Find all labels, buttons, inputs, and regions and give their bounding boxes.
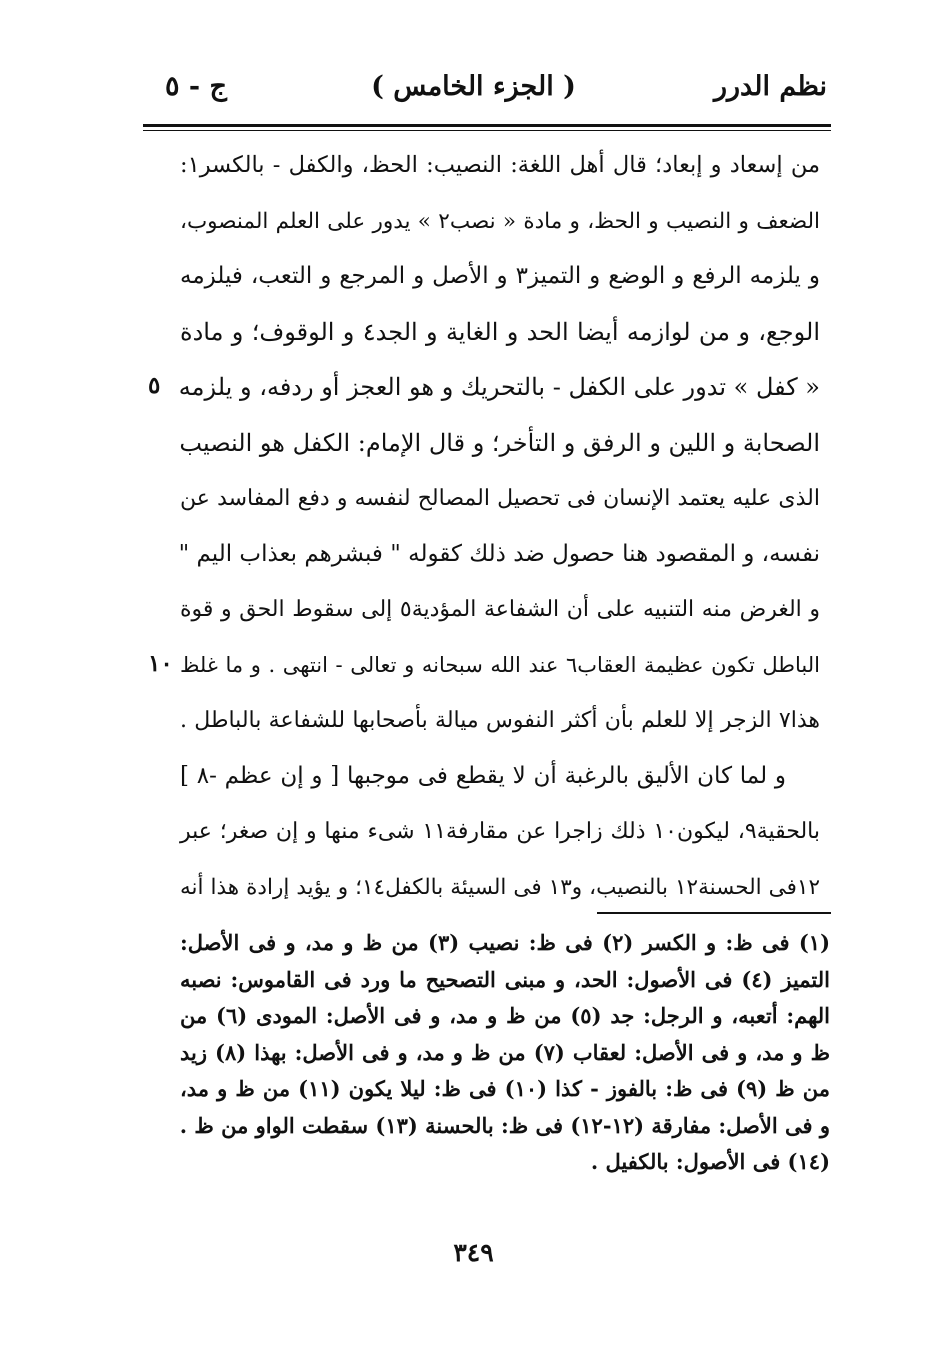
footnote-rule (597, 912, 831, 914)
page-number: ٣٤٩ (453, 1238, 494, 1267)
text-line: الذى عليه يعتمد الإنسان فى تحصيل المصالح لنفسه و دفع المفاسد عن (180, 486, 820, 511)
line-number-5: ٥ (148, 372, 161, 399)
text-line: « كفل » تدور على الكفل - بالتحريك و هو العجز أو ردفه، و يلزمه (178, 373, 820, 401)
footnote-line: ظ و مد، و فى الأصل: لعقاب (٧) من ظ و مد، و فى الأصل: بهذا (٨) زيد (180, 1039, 830, 1065)
text-line: الباطل تكون عظيمة العقاب٦ عند الله سبحانه و تعالى - انتهى . و ما غلظ (180, 652, 820, 677)
footnote-line: (١٤) فى الأصول: بالكفيل . (590, 1149, 830, 1174)
text-line: نفسه، و المقصود هنا حصول ضد ذلك كقوله " فبشرهم بعذاب اليم " (178, 540, 820, 567)
footnote-line: الهم: أتعبه، و الرجل: جد (٥) من ظ و مد، و فى الأصل: المودى (٦) من (180, 1003, 831, 1028)
part-label: ج - ٥ (165, 71, 227, 102)
book-title: نظم الدرر (713, 71, 827, 102)
header-rule-thin (143, 130, 831, 131)
line-number-10: ١٠ (148, 650, 173, 677)
footnote-line: التميز (٤) فى الأصول: الحد، و مبنى التصحيح ما ورد فى القاموس: نصبه (180, 966, 830, 992)
volume-header: ( الجزء الخامس ) (371, 71, 576, 102)
text-line: الضعف و النصيب و الحظ، و مادة « نصب٢ » يدور على العلم المنصوب، (180, 208, 820, 234)
text-line: الصحابة و اللين و الرفق و التأخر؛ و قال الإمام: الكفل هو النصيب (179, 428, 820, 457)
header-rule (143, 124, 831, 127)
main-text (180, 138, 820, 915)
text-line: و الغرض منه التنبيه على أن الشفاعة المؤدية٥ إلى سقوط الحق و قوة (180, 597, 820, 622)
text-line: من إسعاد و إبعاد؛ قال أهل اللغة: النصيب: الحظ، والكفل - بالكسر١: (180, 152, 820, 178)
text-line: و لما كان الأليق بالرغبة أن لا يقطع فى موجبها [ و إن عظم -٨ ] (180, 762, 786, 789)
footnote-line: (١) فى ظ: و الكسر (٢) فى ظ: نصيب (٣) من ظ و مد، و فى الأصل: (180, 930, 830, 955)
text-line: الوجع، و من لوازمه أيضا الحد و الغاية و الجد٤ و الوقوف؛ و مادة (180, 317, 820, 346)
text-line: بالحقية٩، ليكون١٠ ذلك زاجرا عن مقارفة١١ شىء منها و إن صغر؛ عبر (180, 819, 820, 844)
footnote-line: من ظ (٩) فى ظ: بالفوز - كذا (١٠) فى ظ: ليلا يكون (١١) من ظ و مد، (180, 1076, 831, 1101)
footnote-line: و فى الأصل: مفارقة (١٢-١٢) فى ظ: بالحسنة (١٣) سقطت الواو من ظ . (179, 1112, 830, 1138)
text-line: ١٢فى الحسنة١٢ بالنصيب، و١٣ فى السيئة بالكفل١٤؛ و يؤيد إرادة هذا أنه (180, 874, 820, 900)
footnotes (180, 925, 830, 1181)
text-line: و يلزمه الرفع و الوضع و التميز٣ و الأصل و المرجع و التعب، فيلزمه (180, 263, 820, 289)
text-line: هذا٧ الزجر إلا للعلم بأن أكثر النفوس ميالة بأصحابها للشفاعة بالباطل . (180, 708, 820, 733)
